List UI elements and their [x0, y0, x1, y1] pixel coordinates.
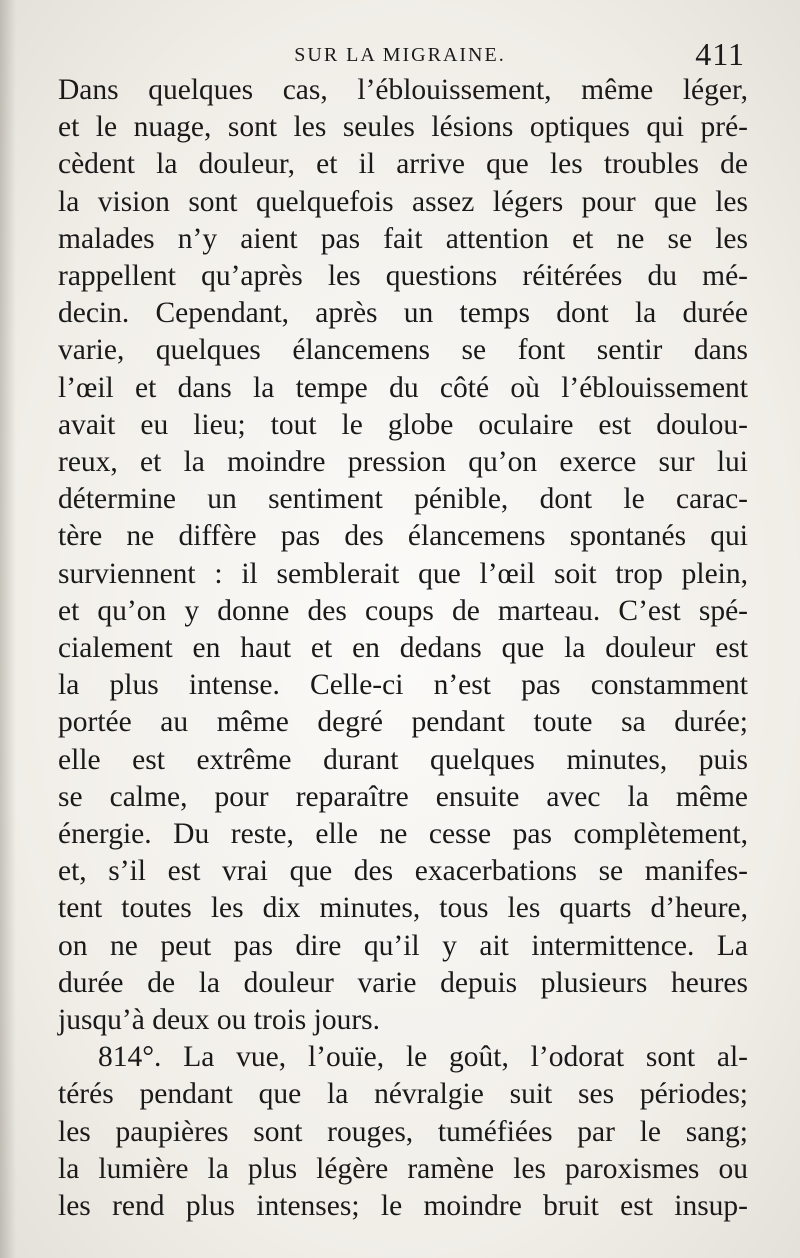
text-line: durée de la douleur varie depuis plusieurs heures [58, 966, 748, 999]
text-line: tent toutes les dix minutes, tous les quarts d’heure, [58, 892, 748, 925]
text-line: et qu’on y donne des coups de marteau. C’est spé- [58, 594, 748, 627]
text-line: malades n’y aient pas fait attention et ne se les [58, 222, 748, 255]
text-line: decin. Cependant, après un temps dont la durée [58, 297, 748, 330]
text-line: Dans quelques cas, l’éblouissement, même léger, [58, 74, 748, 106]
text-line: l’œil et dans la tempe du côté où l’éblouissement [58, 371, 748, 404]
text-line: reux, et la moindre pression qu’on exerce sur lui [58, 446, 748, 479]
text-line: détermine un sentiment pénible, dont le carac- [58, 483, 748, 516]
text-line: elle est extrême durant quelques minutes, puis [58, 743, 748, 776]
page-number: 411 [695, 36, 745, 72]
text-line: se calme, pour reparaître ensuite avec la même [58, 780, 748, 813]
text-line: cèdent la douleur, et il arrive que les troubles de [58, 148, 748, 181]
page-header [55, 36, 745, 76]
text-line: portée au même degré pendant toute sa durée; [58, 706, 748, 739]
binding-shadow [0, 0, 16, 1258]
text-line: varie, quelques élancemens se font sentir dans [58, 334, 748, 367]
text-line: la plus intense. Celle-ci n’est pas constamment [58, 669, 748, 702]
text-line: avait eu lieu; tout le globe oculaire est doulou- [58, 408, 748, 441]
text-line: on ne peut pas dire qu’il y ait intermittence. La [58, 929, 748, 962]
text-line: cialement en haut et en dedans que la douleur est [58, 632, 748, 665]
text-line: les paupières sont rouges, tuméfiées par le sang; [58, 1115, 748, 1148]
paragraph-start-line: 814°. La vue, l’ouïe, le goût, l’odorat sont al- [98, 1041, 748, 1074]
text-line: rappellent qu’après les questions réitérées du mé- [58, 260, 748, 293]
text-line: et le nuage, sont les seules lésions optiques qui pré- [58, 111, 748, 144]
text-line: térés pendant que la névralgie suit ses périodes; [58, 1078, 748, 1111]
text-line: jusqu’à deux ou trois jours. [58, 1004, 381, 1037]
text-line: la lumière la plus légère ramène les paroxismes ou [58, 1152, 748, 1185]
text-line: surviennent : il semblerait que l’œil soit trop plein, [58, 557, 748, 590]
text-line: tère ne diffère pas des élancemens spontanés qui [58, 520, 748, 553]
text-line: et, s’il est vrai que des exacerbations se manifes- [58, 855, 748, 888]
text-line: les rend plus intenses; le moindre bruit est insup- [58, 1190, 748, 1223]
running-head: SUR LA MIGRAINE. [294, 44, 506, 66]
text-line: la vision sont quelquefois assez légers pour que les [58, 185, 748, 218]
text-line: énergie. Du reste, elle ne cesse pas complètement, [58, 818, 748, 851]
body-text [58, 72, 748, 1225]
